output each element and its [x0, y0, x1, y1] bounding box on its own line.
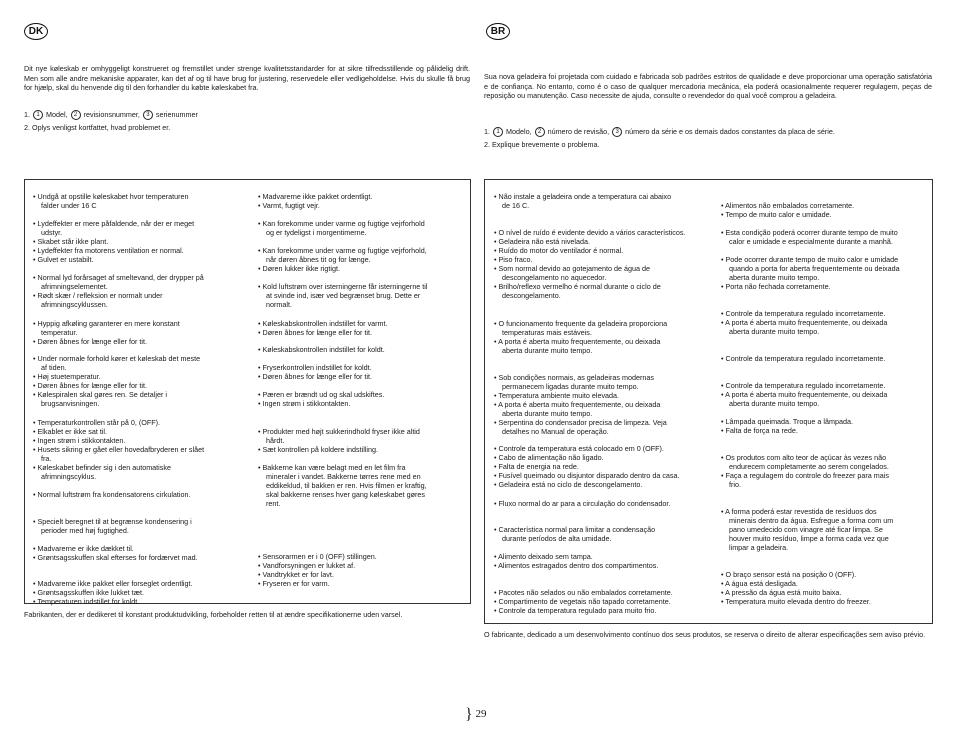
- item-line: normalt.: [266, 300, 292, 309]
- item-line: descongelamento.: [502, 291, 561, 300]
- item-line: • Controle da temperatura regulado incorretamente.: [721, 381, 886, 390]
- item-line: • Grøntsagsskuffen ikke lukket tæt.: [33, 588, 145, 597]
- br-intro-paragraph: Sua nova geladeira foi projetada com cuidado e fabricada sob padrões estritos de qualidade e deve proporcionar uma operação satisfatória e de confiança. No entanto, como é o caso de qualquer mercadoria mecânica, ela poderá ocasionalmente requerer regulagem, peças de reposição ou manutenção. Caso necessite de ajuda, consulte o revendedor do qual você comprou a geladeira.: [484, 72, 932, 101]
- item-line: • Kold luftstrøm over isterningerne får isterningerne til: [258, 282, 428, 291]
- br-footer-note: O fabricante, dedicado a um desenvolvimento contínuo dos seus produtos, se reserva o direito de alterar especificações sem aviso prévio.: [484, 630, 926, 639]
- item-line: • A porta é aberta muito frequentemente, ou deixada: [721, 390, 888, 399]
- item-line: • Brilho/reflexo vermelho é normal durante o ciclo de: [494, 282, 661, 291]
- circled-number-1-icon: 1: [33, 110, 43, 120]
- item-line: • Alimentos não embalados corretamente.: [721, 201, 855, 210]
- troubleshooting-item: [494, 228, 704, 264]
- item-line: hårdt.: [266, 436, 285, 445]
- item-line: • Produkter med højt sukkerindhold fryser ikke altid: [258, 427, 420, 436]
- item-line: • Porta não fechada corretamente.: [721, 282, 831, 291]
- troubleshooting-item: [258, 219, 464, 237]
- item-line: • Køleskabet befinder sig i den automatiske: [33, 463, 171, 472]
- item-line: aberta durante muito tempo.: [502, 346, 593, 355]
- troubleshooting-item: [721, 201, 926, 219]
- item-line: • Døren lukker ikke rigtigt.: [258, 264, 340, 273]
- item-line: • Gulvet er ustabilt.: [33, 255, 94, 264]
- item-line: • Lydeffekter fra motorens ventilation er normal.: [33, 246, 184, 255]
- item-line: • Serpentina do condensador precisa de limpeza. Veja: [494, 418, 667, 427]
- item-line: afrimningselementet.: [41, 282, 108, 291]
- troubleshooting-item: [33, 319, 245, 346]
- troubleshooting-item: [33, 517, 245, 535]
- item-line: • Døren åbnes for længe eller for tit.: [33, 337, 147, 346]
- item-line: • Varmt, fugtigt vejr.: [258, 201, 320, 210]
- item-line: • O braço sensor está na posição 0 (OFF).: [721, 570, 857, 579]
- item-line: durante períodos de alta umidade.: [502, 534, 612, 543]
- item-line: • Vandtrykket er for lavt.: [258, 570, 334, 579]
- item-line: afrimningscyklussen.: [41, 300, 108, 309]
- item-line: temperatur.: [41, 328, 78, 337]
- item-line: • Não instale a geladeira onde a temperatura cai abaixo: [494, 192, 672, 201]
- item-line: • Temperatura ambiente muito elevada.: [494, 391, 620, 400]
- dk-intro-paragraph: Dit nye køleskab er omhyggeligt konstrueret og fremstillet under strenge kvalitetsstandarder for at sikre tilfredsstillende og pålidelig drift. Men som alle andre mekaniske apparater, kan det af og til have brug for justering, reservedele eller vedligeholdelse. Hvis du skulle få brug for hjælp, skal du henvende dig til den forhandler du købte køleskabet fra.: [24, 64, 470, 93]
- item-line: • Ingen strøm i stikkontakten.: [33, 436, 126, 445]
- item-line: detalhes no Manual de operação.: [502, 427, 609, 436]
- item-line: • Madvarerne er ikke dækket til.: [33, 544, 134, 553]
- item-line: perioder med høj fugtighed.: [41, 526, 129, 535]
- item-line: de 16 C.: [502, 201, 530, 210]
- item-line: • Ruído do motor do ventilador é normal.: [494, 246, 624, 255]
- item-line: • Bakkerne kan være belagt med en let film fra: [258, 463, 406, 472]
- item-line: • Fryseren er for varm.: [258, 579, 330, 588]
- dk-left-column: [33, 192, 245, 606]
- item-line: • Hyppig afkøling garanterer en mere konstant: [33, 319, 180, 328]
- item-line: • Fusível queimado ou disjuntor disparado dentro da casa.: [494, 471, 680, 480]
- item-line: • Husets sikring er gået eller hovedafbryderen er slået: [33, 445, 205, 454]
- troubleshooting-item: [494, 525, 704, 543]
- item-line: aberta durante muito tempo.: [729, 327, 820, 336]
- item-line: • Controle da temperatura regulado para muito frio.: [494, 606, 657, 615]
- troubleshooting-item: [258, 246, 464, 273]
- troubleshooting-item: [33, 579, 245, 606]
- br-left-column: [494, 192, 704, 622]
- troubleshooting-item: [721, 354, 926, 363]
- item-line: • Som normal devido ao gotejamento de água de: [494, 264, 650, 273]
- item-line: • Fluxo normal do ar para a circulação do condensador.: [494, 499, 671, 508]
- item-line: at svinde ind, især ved begrænset brug. Dette er: [266, 291, 421, 300]
- item-line: calor e umidade e especialmente durante a manhã.: [729, 237, 893, 246]
- item-line: • Lydeffekter er mere påfaldende, når der er meget: [33, 219, 195, 228]
- item-line: • Døren åbnes for længe eller for tit.: [258, 372, 372, 381]
- item-line: • Under normale forhold kører et køleskab det meste: [33, 354, 201, 363]
- item-line: • A porta é aberta muito frequentemente, ou deixada: [494, 337, 661, 346]
- troubleshooting-item: [721, 381, 926, 408]
- dk-steps-list: [24, 110, 470, 136]
- br-step-2: 2. Explique brevemente o problema.: [484, 140, 600, 150]
- item-line: • Controle da temperatura regulado incorretamente.: [721, 309, 886, 318]
- item-line: når døren åbnes tit og for længe.: [266, 255, 371, 264]
- item-line: • Falta de força na rede.: [721, 426, 798, 435]
- item-line: af tiden.: [41, 363, 67, 372]
- item-line: • Skabet står ikke plant.: [33, 237, 109, 246]
- troubleshooting-item: [33, 490, 245, 499]
- troubleshooting-item: [721, 417, 926, 435]
- item-line: skal bakkerne renses hver gang køleskabet gøres: [266, 490, 426, 499]
- troubleshooting-item: [721, 507, 926, 552]
- item-line: • Køleskabskontrollen indstillet for koldt.: [258, 345, 385, 354]
- troubleshooting-item: [721, 228, 926, 246]
- troubleshooting-item: [33, 354, 245, 408]
- item-line: • Sæt kontrollen på koldere indstilling.: [258, 445, 378, 454]
- item-line: • Pæren er brændt ud og skal udskiftes.: [258, 390, 385, 399]
- troubleshooting-item: [258, 282, 464, 309]
- item-line: • A forma poderá estar revestida de resíduos dos: [721, 507, 877, 516]
- br-right-column: [721, 192, 926, 622]
- item-line: • Fryserkontrollen indstillet for koldt.: [258, 363, 372, 372]
- circled-number-2-icon: 2: [535, 127, 545, 137]
- item-line: endurecem completamente ao serem congelados.: [729, 462, 889, 471]
- item-line: • Grøntsagsskuffen skal efterses for fordærvet mad.: [33, 553, 198, 562]
- circled-number-2-icon: 2: [71, 110, 81, 120]
- item-line: • Normal lyd forårsaget af smeltevand, der drypper på: [33, 273, 204, 282]
- item-line: permanecem ligadas durante muito tempo.: [502, 382, 639, 391]
- item-line: houver muito resíduo, limpe a forma cada vez que: [729, 534, 889, 543]
- item-line: • Os produtos com alto teor de açúcar às vezes não: [721, 453, 887, 462]
- item-line: • O funcionamento frequente da geladeira proporciona: [494, 319, 668, 328]
- troubleshooting-item: [258, 552, 464, 588]
- item-line: descongelamento no aquecedor.: [502, 273, 607, 282]
- item-line: • Elkablet er ikke sat til.: [33, 427, 108, 436]
- item-line: • Compartimento de vegetais não tapado corretamente.: [494, 597, 671, 606]
- item-line: • Kan forekomme under varme og fugtige vejrforhold,: [258, 246, 427, 255]
- item-line: • Kølespiralen skal gøres ren. Se detaljer i: [33, 390, 167, 399]
- dk-footer-note: Fabrikanten, der er dedikeret til konstant produktudvikling, forbeholder retten til at ændre specifikationerne uden varsel.: [24, 610, 403, 619]
- troubleshooting-item: [494, 192, 704, 210]
- item-line: • Kan forekomme under varme og fugtige vejrforhold: [258, 219, 425, 228]
- item-line: mineraler i vandet. Bakkerne tørres rene med en: [266, 472, 421, 481]
- troubleshooting-item: [258, 345, 464, 354]
- item-line: og er tydeligst i morgentimerne.: [266, 228, 367, 237]
- item-line: • Sensorarmen er i 0 (OFF) stillingen.: [258, 552, 377, 561]
- troubleshooting-item: [258, 192, 464, 210]
- item-line: • Vandforsyningen er lukket af.: [258, 561, 356, 570]
- circled-number-1-icon: 1: [493, 127, 503, 137]
- item-line: • O nível de ruído é evidente devido a vários característicos.: [494, 228, 686, 237]
- dk-step-1: 1. 1 Model, 2 revisionsnummer, 3 serienummer: [24, 110, 198, 119]
- troubleshooting-item: [258, 463, 464, 508]
- troubleshooting-item: [494, 264, 704, 300]
- troubleshooting-item: [258, 427, 464, 454]
- troubleshooting-item: [494, 588, 704, 615]
- item-line: • Temperaturen indstillet for koldt.: [33, 597, 140, 606]
- item-line: • Lâmpada queimada. Troque a lâmpada.: [721, 417, 853, 426]
- item-line: • Køleskabskontrollen indstillet for varmt.: [258, 319, 388, 328]
- troubleshooting-item: [494, 373, 704, 436]
- troubleshooting-item: [494, 552, 704, 570]
- item-line: • Specielt beregnet til at begrænse kondensering i: [33, 517, 192, 526]
- item-line: • Døren åbnes for længe eller for tit.: [33, 381, 147, 390]
- item-line: afrimningscyklus.: [41, 472, 97, 481]
- item-line: eddikeklud, til bakken er ren. Hvis filmen er kraftig,: [266, 481, 427, 490]
- troubleshooting-item: [721, 570, 926, 606]
- troubleshooting-item: [721, 255, 926, 291]
- item-line: • Geladeira está no ciclo de descongelamento.: [494, 480, 643, 489]
- item-line: • Alimento deixado sem tampa.: [494, 552, 593, 561]
- troubleshooting-item: [33, 544, 245, 562]
- item-line: • Alimentos estragados dentro dos compartimentos.: [494, 561, 659, 570]
- item-line: • Sob condições normais, as geladeiras modernas: [494, 373, 654, 382]
- troubleshooting-item: [494, 444, 704, 489]
- item-line: fra.: [41, 454, 52, 463]
- item-line: • Madvarerne ikke pakket ordentligt.: [258, 192, 373, 201]
- item-line: pano umedecido com vinagre até ficar limpa. Se: [729, 525, 883, 534]
- dk-right-column: [258, 192, 464, 602]
- item-line: • Ingen strøm i stikkontakten.: [258, 399, 351, 408]
- item-line: • Esta condição poderá ocorrer durante tempo de muito: [721, 228, 898, 237]
- br-steps-list: [484, 127, 932, 153]
- troubleshooting-item: [721, 453, 926, 489]
- troubleshooting-item: [258, 363, 464, 381]
- troubleshooting-item: [33, 273, 245, 309]
- item-line: • Normal luftstrøm fra kondensatorens cirkulation.: [33, 490, 191, 499]
- item-line: temperaturas mais estáveis.: [502, 328, 592, 337]
- item-line: • Falta de energia na rede.: [494, 462, 579, 471]
- dk-step-2: 2. Oplys venligst kortfattet, hvad problemet er.: [24, 123, 171, 133]
- item-line: quando a porta for aberta frequentemente ou deixada: [729, 264, 900, 273]
- item-line: rent.: [266, 499, 281, 508]
- circled-number-3-icon: 3: [143, 110, 153, 120]
- item-line: aberta durante muito tempo.: [729, 399, 820, 408]
- item-line: • A pressão da água está muito baixa.: [721, 588, 842, 597]
- br-step-1: 1. 1 Modelo, 2 número de revisão, 3 número da série e os demais dados constantes da placa de série.: [484, 127, 835, 136]
- troubleshooting-item: [33, 192, 245, 210]
- dk-language-badge: DK: [24, 23, 48, 40]
- troubleshooting-item: [258, 319, 464, 337]
- item-line: • Temperatura muito elevada dentro do freezer.: [721, 597, 871, 606]
- item-line: • Característica normal para limitar a condensação: [494, 525, 656, 534]
- troubleshooting-item: [494, 319, 704, 355]
- item-line: • Controle da temperatura regulado incorretamente.: [721, 354, 886, 363]
- troubleshooting-item: [33, 418, 245, 481]
- br-language-badge: BR: [486, 23, 510, 40]
- item-line: • Cabo de alimentação não ligado.: [494, 453, 604, 462]
- circled-number-3-icon: 3: [612, 127, 622, 137]
- item-line: • A porta é aberta muito frequentemente, ou deixada: [721, 318, 888, 327]
- item-line: aberta durante muito tempo.: [502, 409, 593, 418]
- item-line: • A porta é aberta muito frequentemente, ou deixada: [494, 400, 661, 409]
- item-line: • Controle da temperatura está colocado em 0 (OFF).: [494, 444, 664, 453]
- item-line: limpar a geladeira.: [729, 543, 789, 552]
- troubleshooting-item: [33, 219, 245, 264]
- item-line: • Tempo de muito calor e umidade.: [721, 210, 832, 219]
- item-line: • Madvarerne ikke pakket eller forseglet ordentligt.: [33, 579, 193, 588]
- item-line: • Døren åbnes for længe eller for tit.: [258, 328, 372, 337]
- brace-decoration-icon: }: [465, 706, 473, 723]
- item-line: • Rødt skær / refleksion er normalt under: [33, 291, 163, 300]
- page-number: } 29: [465, 706, 487, 723]
- item-line: • Geladeira não está nivelada.: [494, 237, 591, 246]
- item-line: brugsanvisningen.: [41, 399, 100, 408]
- item-line: • Piso fraco.: [494, 255, 533, 264]
- troubleshooting-item: [721, 309, 926, 336]
- item-line: udstyr.: [41, 228, 63, 237]
- item-line: • Pacotes não selados ou não embalados corretamente.: [494, 588, 673, 597]
- item-line: aberta durante muito tempo.: [729, 273, 820, 282]
- item-line: • Høj stuetemperatur.: [33, 372, 101, 381]
- item-line: • Temperaturkontrollen står på 0, (OFF).: [33, 418, 161, 427]
- item-line: • Pode ocorrer durante tempo de muito calor e umidade: [721, 255, 899, 264]
- item-line: frio.: [729, 480, 741, 489]
- troubleshooting-item: [258, 390, 464, 408]
- item-line: falder under 16 C: [41, 201, 97, 210]
- item-line: minerais dentro da água. Esfregue a forma com um: [729, 516, 894, 525]
- item-line: • Undgå at opstille køleskabet hvor temperaturen: [33, 192, 189, 201]
- troubleshooting-item: [494, 499, 704, 508]
- item-line: • Faça a regulagem do controle do freezer para mais: [721, 471, 889, 480]
- item-line: • A água está desligada.: [721, 579, 798, 588]
